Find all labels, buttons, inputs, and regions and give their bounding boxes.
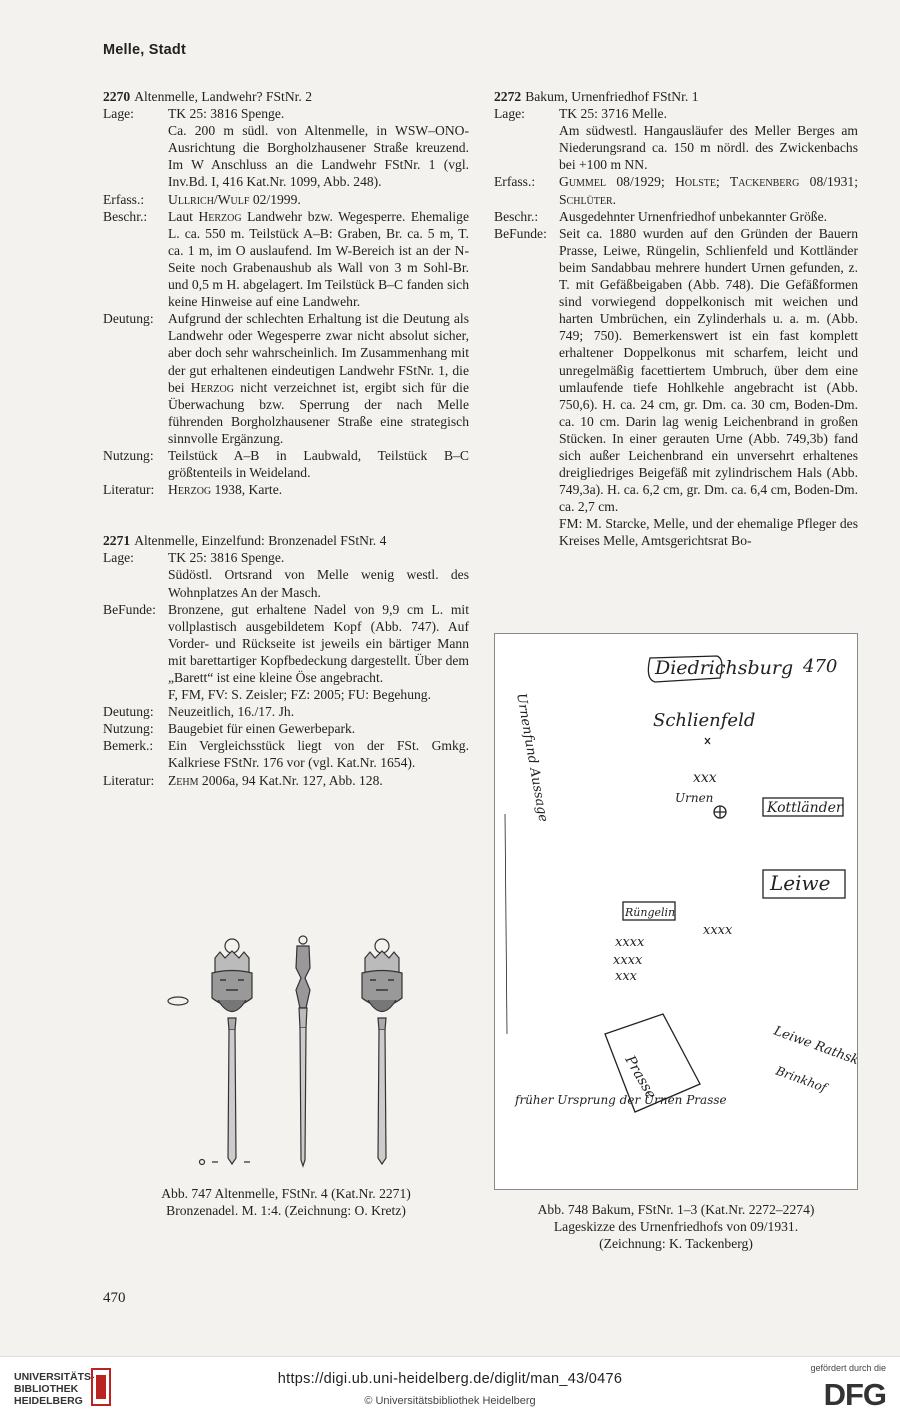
entry-2272	[494, 88, 858, 550]
entry-2270	[103, 88, 469, 498]
vertical-note-1: Urnenfund Aussage	[513, 692, 551, 824]
label-ruengelin: Rüngelin	[625, 906, 676, 919]
label-diedrichsburg: Diedrichsburg	[655, 657, 794, 679]
field-value: Am südwestl. Hangausläufer des Meller Berges am Niederungsrand ca. 150 m nördl. des Zwickenbachs bei +100 m NN.	[559, 123, 858, 173]
field-label: Beschr.:	[494, 208, 539, 224]
field-value: Herzog 1938, Karte.	[168, 482, 283, 498]
field-value: Ca. 200 m südl. von Altenmelle, in WSW–ONO-Ausrichtung die Borgholzhausener Straße kreuzend. Im W Anschluss an die Landwehr FStNr. 1 (vgl. Inv.Bd. I, 416 Kat.Nr. 1099, Abb. 248).	[168, 123, 469, 190]
label-schlienfeld: Schlienfeld	[653, 710, 756, 731]
author-ref: Herzog	[198, 208, 242, 224]
field-label: Deutung:	[103, 704, 154, 720]
field-value: Südöstl. Ortsrand von Melle wenig westl. des Wohnplatzes An der Masch.	[168, 567, 469, 600]
funded-by-text: gefördert durch die	[810, 1363, 886, 1373]
field-value: F, FM, FV: S. Zeisler; FZ: 2005; FU: Begehung.	[168, 687, 431, 703]
field-label: Erfass.:	[103, 191, 145, 207]
field-label: BeFunde:	[494, 225, 547, 241]
field-value: Gummel 08/1929; Holste; Tackenberg 08/1931; Schlüter.	[559, 174, 858, 207]
footer	[0, 1356, 900, 1422]
bottom-note: früher Ursprung der Urnen Prasse	[515, 1093, 727, 1107]
field-label: Lage:	[494, 106, 525, 122]
urn-marks-5: xxx	[615, 969, 637, 984]
entry-number: 2272	[494, 89, 522, 104]
permalink-url[interactable]: https://digi.ub.uni-heidelberg.de/diglit/man_43/0476	[277, 1371, 623, 1387]
right-column	[494, 88, 858, 550]
field-value: Baugebiet für einen Gewerbepark.	[168, 721, 356, 737]
pin-illustration	[160, 928, 460, 1173]
urn-marks-3: xxxx	[703, 923, 733, 938]
field-value: Ullrich/Wulf 02/1999.	[168, 191, 301, 207]
ub-heidelberg-logo[interactable]: UNIVERSITÄTS- BIBLIOTHEK HEIDELBERG	[14, 1371, 95, 1407]
field-label: BeFunde:	[103, 601, 156, 617]
copyright-notice: © Universitätsbibliothek Heidelberg	[364, 1395, 536, 1407]
page-number: 470	[103, 1290, 126, 1306]
label-brinkhof: Brinkhof	[773, 1063, 829, 1095]
field-value: Zehm 2006a, 94 Kat.Nr. 127, Abb. 128.	[168, 772, 383, 788]
label-leiwe-rathskopf: Leiwe Rathskopf	[771, 1023, 857, 1076]
field-label: Lage:	[103, 550, 134, 566]
label-leiwe: Leiwe	[770, 871, 831, 895]
entry-title: Altenmelle, Landwehr? FStNr. 2	[134, 89, 313, 104]
label-kottlaender: Kottländer	[767, 800, 843, 816]
field-value: Seit ca. 1880 wurden auf den Gründen der Bauern Prasse, Leiwe, Rüngelin, Schlienfeld und Kottländer beim Sandabbau mehrere hundert Urnen gefunden, z. T. mit Gefäßbeigaben (Abb. 748). Die Gefäßformen sind vorwiegend doppelkonisch mit weichen und harten Umbrüchen, ein Zylinderhals u. a. m. (Abb. 749; 750). Bemerkenswert ist ein fast komplett erhaltener Doppelkonus mit scharfem, leicht und unregelmäßig facettiertem Umbruch, über dem eine umlaufende tiefe Hohlkehle angebracht ist (Abb. 750,6). H. ca. 24 cm, gr. Dm. ca. 30 cm, Boden-Dm. ca. 10 cm. Darin lag wenig Leichenbrand in großen Stücken. In einer gerauten Urne (Abb. 749,3b) fand sich außer Leichenbrand ein unversehrt erhaltenes dreigliedriges Beigefäß mit zylindrischem Hals (Abb. 749,3a). H. ca. 6,2 cm, gr. Dm. ca. 6,4 cm, Boden-Dm. ca. 2,7 cm.	[559, 225, 858, 515]
entry-number: 2270	[103, 89, 131, 104]
left-column	[103, 88, 469, 789]
field-label: Lage:	[103, 106, 134, 122]
figure-748-caption: Abb. 748 Bakum, FStNr. 1–3 (Kat.Nr. 2272–2274) Lageskizze des Urnenfriedhofs von 09/1931. (Zeichnung: K. Tackenberg)	[537, 1202, 815, 1251]
urn-marks-4: xxxx	[613, 953, 643, 968]
label-prasse-box: Prasse	[621, 1053, 659, 1102]
running-title: Melle, Stadt	[103, 42, 186, 58]
field-label: Nutzung:	[103, 447, 154, 463]
entry-title: Bakum, Urnenfriedhof FStNr. 1	[525, 89, 699, 104]
field-value: Aufgrund der schlechten Erhaltung ist die Deutung als Landwehr oder Wegesperre zwar nicht absolut sicher, aber doch sehr wahrscheinlich. Im Zusammenhang mit der gut erhaltenen eindeutigen Landwehr FStNr. 1, die bei Herzog nicht verzeichnet ist, ergibt sich für die Überwachung bzw. Sperrung der nach Melle führenden Borgholzhausener Straße eine strategisch sinnvolle Ergänzung.	[168, 311, 469, 446]
field-label: Literatur:	[103, 482, 155, 498]
sketch-map-drawing	[495, 634, 857, 1189]
dfg-logo[interactable]: DFG	[823, 1377, 886, 1412]
field-value: Teilstück A–B in Laubwald, Teilstück B–C größtenteils in Weideland.	[168, 447, 469, 481]
field-value: Neuzeitlich, 16./17. Jh.	[168, 704, 295, 720]
field-value: Laut Herzog Landwehr bzw. Wegesperre. Ehemalige L. ca. 550 m. Teilstück A–B: Graben, Br. ca. 5 m, T. ca. 1 m, im O auslaufend. Im W-Bereich ist an der N-Seite noch Grabenaushub als Wall von 3 m Sohl-Br. und 0,5 m H. abgelagert. Im Teilstück B–C fanden sich keine Hinweise auf eine Landwehr.	[168, 208, 470, 310]
field-value: Ausgedehnter Urnenfriedhof unbekannter Größe.	[559, 208, 827, 224]
field-label: Literatur:	[103, 772, 155, 788]
urn-marks-1: xxx	[693, 770, 717, 786]
author-ref: Herzog	[190, 379, 234, 395]
entry-number: 2271	[103, 533, 131, 549]
field-value: TK 25: 3816 Spenge.	[168, 550, 285, 566]
field-label: Erfass.:	[494, 174, 536, 190]
field-label: Deutung:	[103, 311, 154, 327]
field-label: Nutzung:	[103, 721, 154, 737]
figure-747-caption: Abb. 747 Altenmelle, FStNr. 4 (Kat.Nr. 2271) Bronzenadel. M. 1:4. (Zeichnung: O. Kretz)	[161, 1186, 411, 1218]
label-page-ref: 470	[803, 656, 838, 677]
bronze-pin-drawing	[160, 928, 460, 1173]
field-label: Bemerk.:	[103, 738, 154, 754]
entry-2271	[103, 532, 469, 788]
sketch-map	[494, 633, 858, 1190]
field-value: Bronzene, gut erhaltene Nadel von 9,9 cm L. mit vollplastisch ausgebildetem Kopf (Abb. 747). Auf Vorder- und Rückseite ist jeweils ein bärtiger Mann mit barettartiger Kopfbedeckung dargestellt. Über dem „Barett“ ist eine kleine Öse angebracht.	[168, 601, 469, 685]
field-value: Ein Vergleichsstück liegt von der FSt. Gmkg. Kalkriese FStNr. 176 vor (vgl. Kat.Nr. 1654).	[168, 738, 469, 771]
label-urnen: Urnen	[675, 791, 714, 805]
field-value: FM: M. Starcke, Melle, und der ehemalige Pfleger des Kreises Melle, Amtsgerichtsrat Bo-	[559, 516, 858, 549]
field-value: TK 25: 3716 Melle.	[559, 106, 667, 122]
field-value: TK 25: 3816 Spenge.	[168, 106, 285, 122]
entry-title: Altenmelle, Einzelfund: Bronzenadel FStNr. 4	[134, 533, 387, 549]
urn-marks-2: xxxx	[615, 935, 645, 950]
field-label: Beschr.:	[103, 208, 148, 224]
